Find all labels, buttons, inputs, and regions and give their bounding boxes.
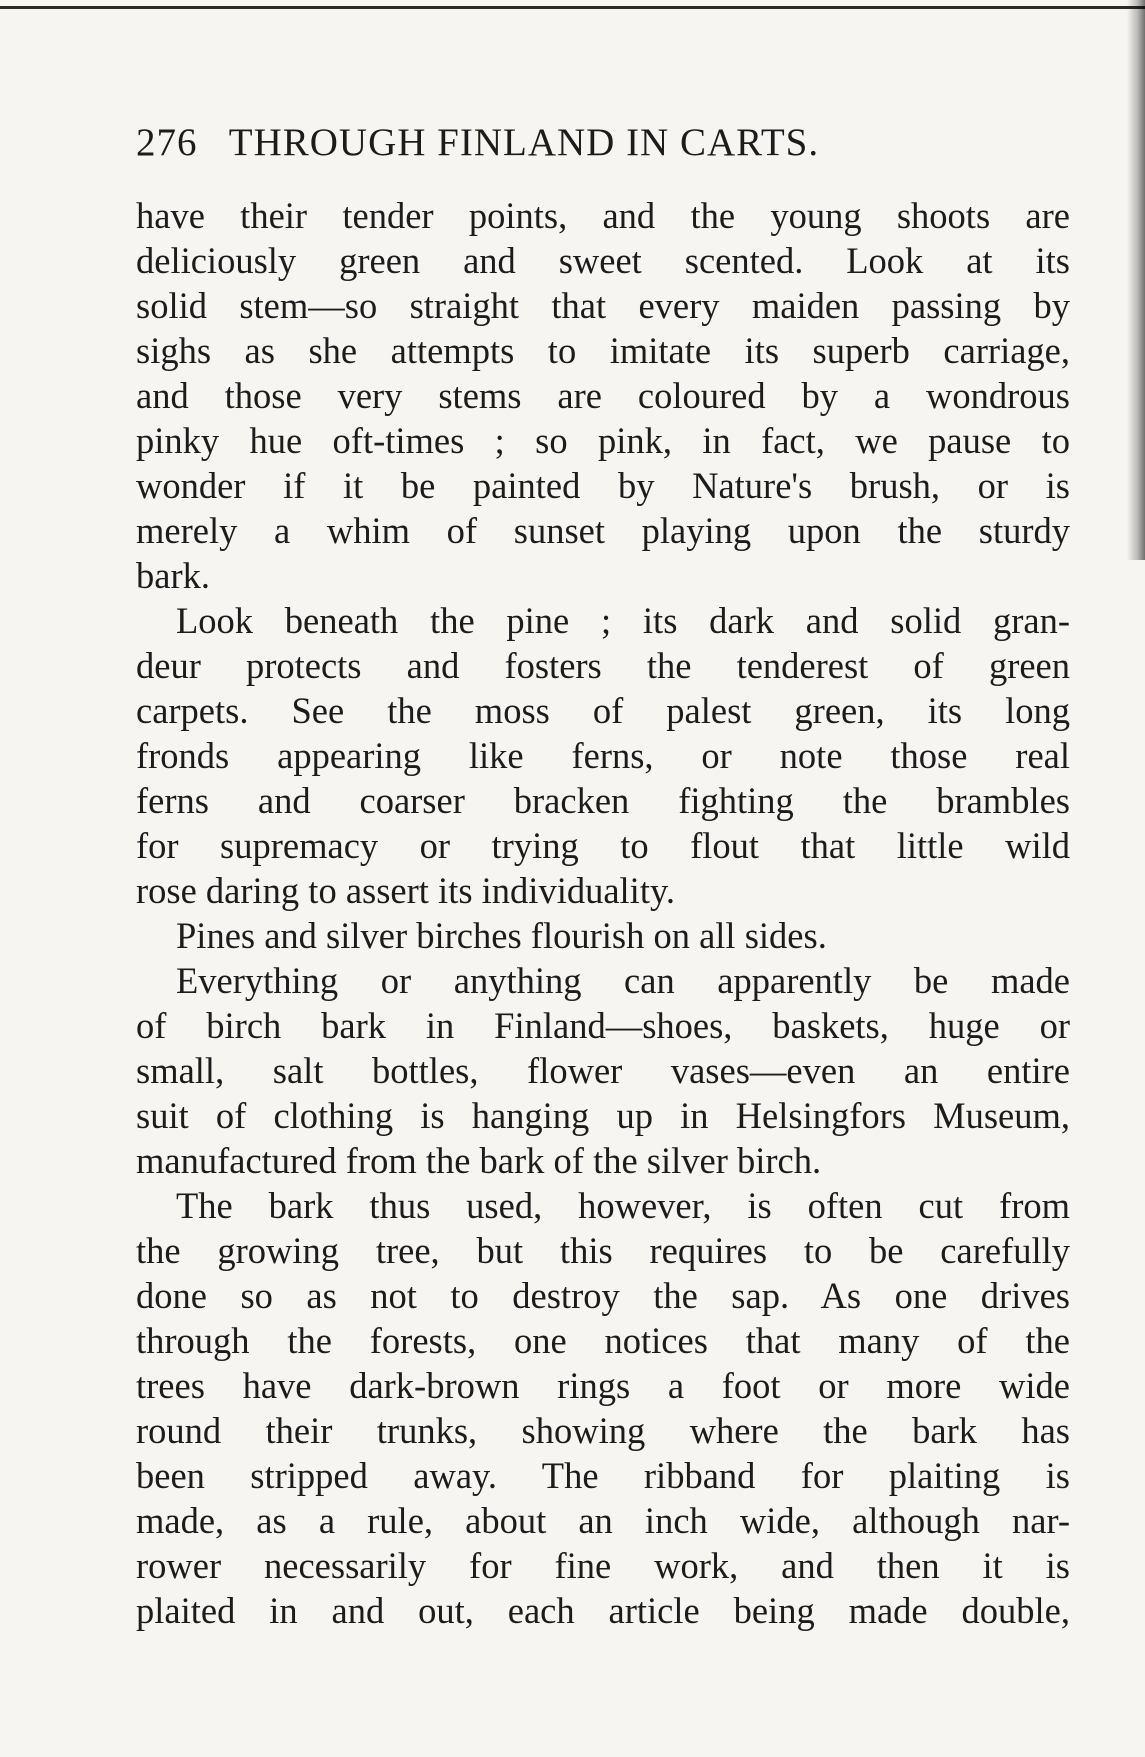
text-line: plaited in and out, each article being made double, <box>136 1590 1070 1631</box>
text-line: done so as not to destroy the sap. As one drives <box>136 1275 1070 1316</box>
text-line: solid stem—so straight that every maiden passing by <box>136 285 1070 326</box>
text-block <box>136 193 1070 1633</box>
page-number: 276 <box>136 121 198 164</box>
text-line: bark. <box>136 555 210 596</box>
text-line: deur protects and fosters the tenderest of green <box>136 645 1070 686</box>
text-line: rose daring to assert its individuality. <box>136 870 675 911</box>
text-line: wonder if it be painted by Nature's brush, or is <box>136 465 1070 506</box>
text-line: through the forests, one notices that many of the <box>136 1320 1070 1361</box>
text-line: deliciously green and sweet scented. Look at its <box>136 240 1070 281</box>
text-line: round their trunks, showing where the bark has <box>136 1410 1070 1451</box>
text-line: of birch bark in Finland—shoes, baskets, huge or <box>136 1005 1070 1046</box>
text-line: been stripped away. The ribband for plaiting is <box>136 1455 1070 1496</box>
text-line: trees have dark-brown rings a foot or more wide <box>136 1365 1070 1406</box>
text-line: carpets. See the moss of palest green, its long <box>136 690 1070 731</box>
top-rule <box>0 6 1145 9</box>
text-line: have their tender points, and the young shoots are <box>136 195 1070 236</box>
text-line: merely a whim of sunset playing upon the sturdy <box>136 510 1070 551</box>
text-line: Everything or anything can apparently be made <box>176 960 1070 1001</box>
text-line: the growing tree, but this requires to be carefully <box>136 1230 1070 1271</box>
text-line: small, salt bottles, flower vases—even an entire <box>136 1050 1070 1091</box>
text-line: made, as a rule, about an inch wide, although nar- <box>136 1500 1070 1541</box>
running-head <box>136 120 1096 180</box>
text-line: Look beneath the pine ; its dark and solid gran- <box>176 600 1070 641</box>
book-title: THROUGH FINLAND IN CARTS. <box>228 121 820 164</box>
text-line: The bark thus used, however, is often cut from <box>176 1185 1070 1226</box>
page-edge-shadow <box>1127 0 1145 560</box>
text-line: pinky hue oft-times ; so pink, in fact, we pause to <box>136 420 1070 461</box>
text-line: rower necessarily for fine work, and then it is <box>136 1545 1070 1586</box>
text-line: ferns and coarser bracken fighting the brambles <box>136 780 1070 821</box>
text-line: sighs as she attempts to imitate its superb carriage, <box>136 330 1070 371</box>
text-line: for supremacy or trying to flout that little wild <box>136 825 1070 866</box>
text-line: and those very stems are coloured by a wondrous <box>136 375 1070 416</box>
text-line: manufactured from the bark of the silver birch. <box>136 1140 822 1181</box>
text-line: fronds appearing like ferns, or note those real <box>136 735 1070 776</box>
text-line: suit of clothing is hanging up in Helsingfors Museum, <box>136 1095 1070 1136</box>
text-line: Pines and silver birches flourish on all sides. <box>176 915 827 956</box>
